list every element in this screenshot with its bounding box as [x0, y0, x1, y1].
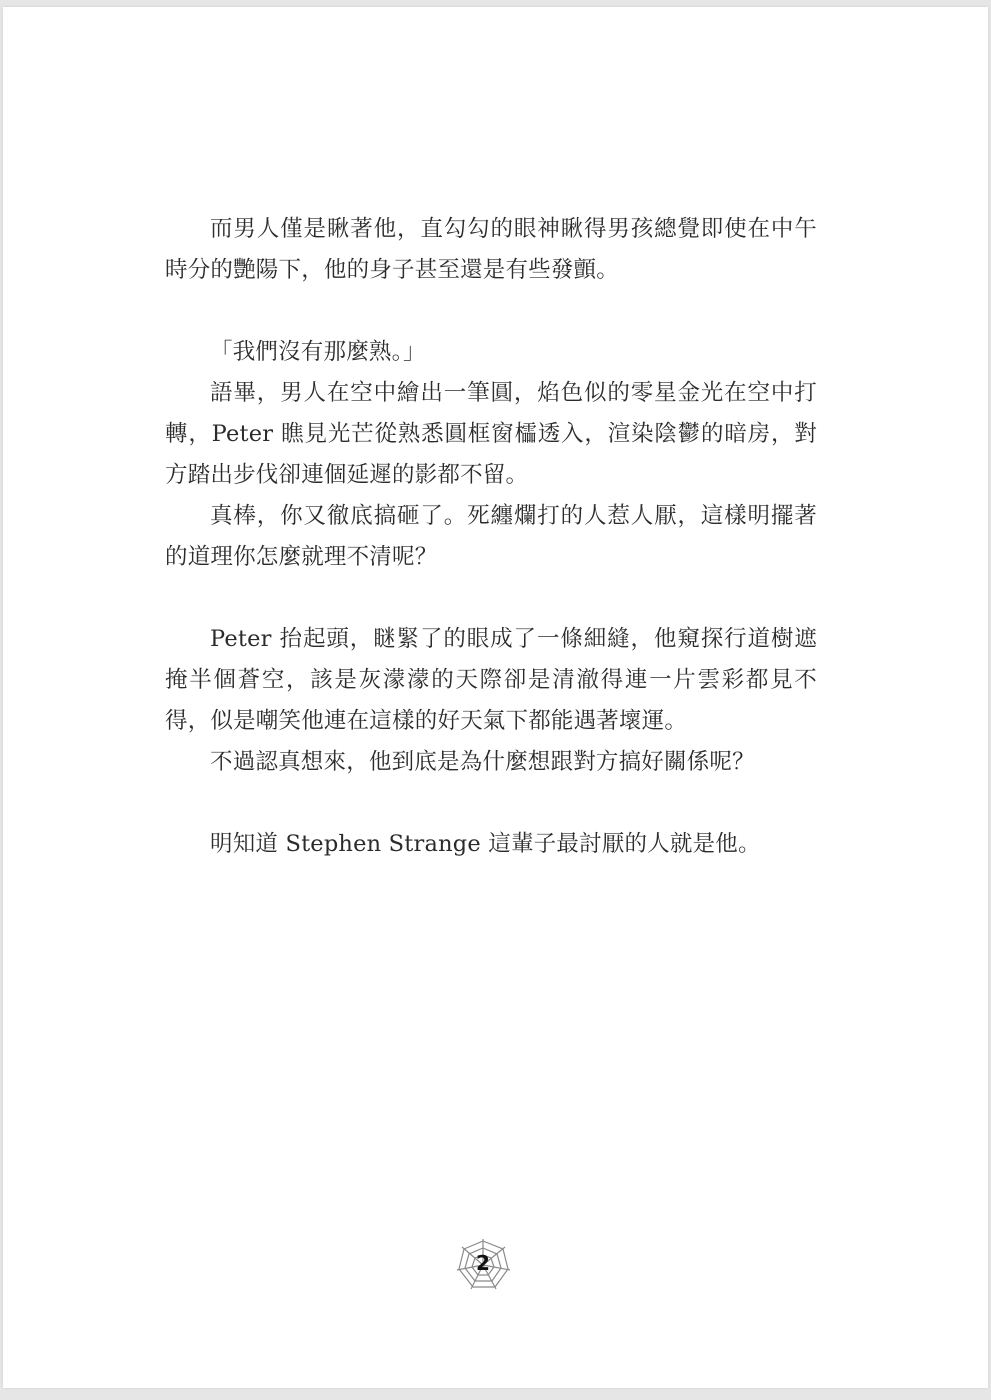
paragraph-4: 真棒，你又徹底搞砸了。死纏爛打的人惹人厭，這樣明擺著的道理你怎麼就理不清呢？: [165, 503, 817, 570]
paragraph-7: 明知道 Stephen Strange 這輩子最討厭的人就是他。: [210, 831, 761, 857]
document-page: [3, 7, 988, 1388]
paragraph-spacer: [165, 783, 817, 824]
page-number: 2: [476, 1251, 490, 1275]
body-text: [165, 209, 817, 865]
paragraph-3: 語畢，男人在空中繪出一筆圓，焰色似的零星金光在空中打轉，Peter 瞧見光芒從熟悉圓框窗櫺透入，渲染陰鬱的暗房，對方踏出步伐卻連個延遲的影都不留。: [165, 380, 817, 488]
paragraph-spacer: [165, 291, 817, 332]
paragraph-2: 「我們沒有那麼熟。」: [210, 339, 426, 365]
page-number-badge: [455, 1237, 511, 1293]
paragraph-5: Peter 抬起頭，瞇緊了的眼成了一條細縫，他窺探行道樹遮掩半個蒼空，該是灰濛濛的天際卻是清澈得連一片雲彩都見不得，似是嘲笑他連在這樣的好天氣下都能遇著壞運。: [165, 626, 817, 734]
paragraph-6: 不過認真想來，他到底是為什麼想跟對方搞好關係呢？: [210, 749, 755, 775]
paragraph-1: 而男人僅是瞅著他，直勾勾的眼神瞅得男孩總覺即使在中午時分的艷陽下，他的身子甚至還是有些發顫。: [165, 216, 817, 283]
paragraph-spacer: [165, 578, 817, 619]
